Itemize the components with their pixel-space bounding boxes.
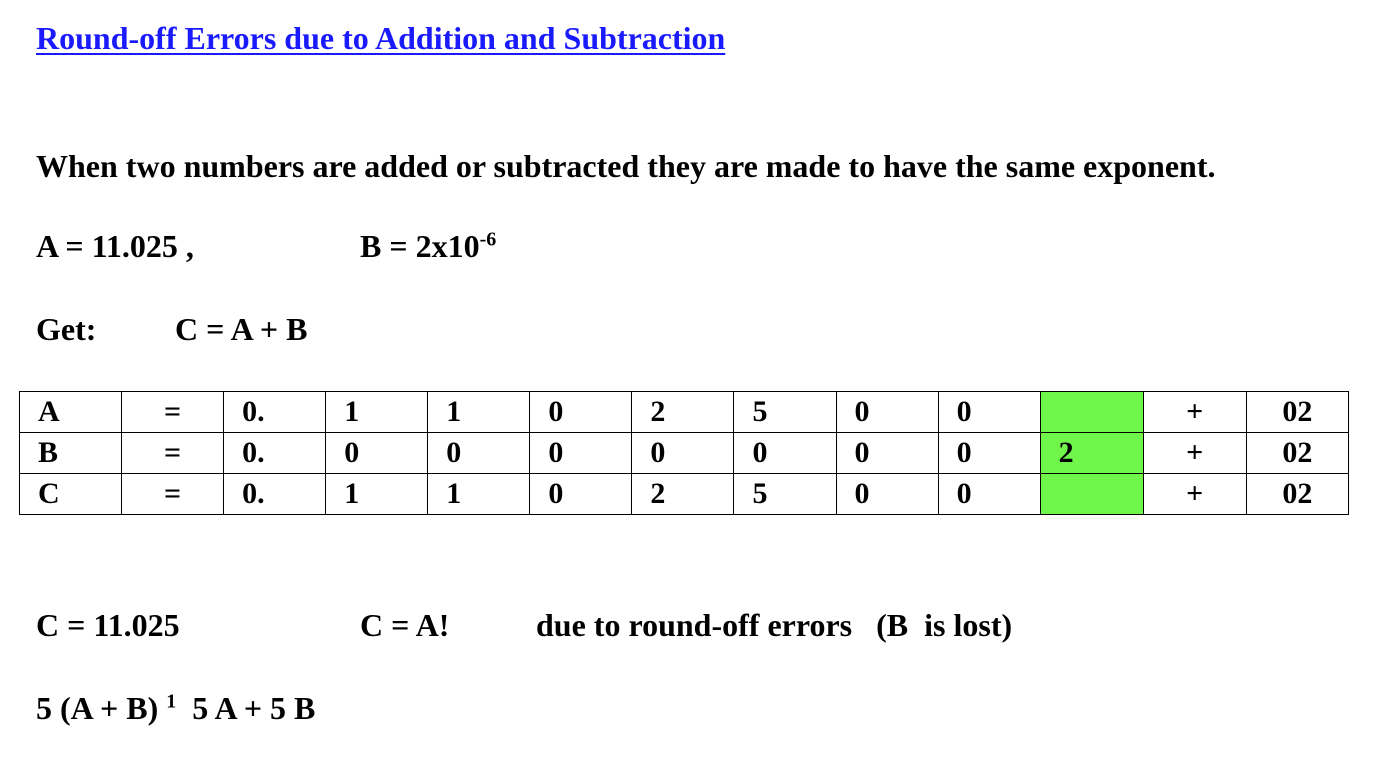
table-row-c <box>20 474 1349 515</box>
intro-paragraph: When two numbers are added or subtracted they are made to have the same exponent. <box>36 148 1216 184</box>
digit-cell: 1 <box>326 392 428 433</box>
b-definition-exponent: -6 <box>479 228 497 251</box>
formula-right: 5 A + 5 B <box>192 690 316 726</box>
a-definition: A = 11.025 , <box>36 228 194 264</box>
digit-cell: 0 <box>530 392 632 433</box>
table-row-b <box>20 433 1349 474</box>
formula-superscript: 1 <box>166 690 177 713</box>
page-title[interactable]: Round-off Errors due to Addition and Subtraction <box>36 20 726 56</box>
digit-cell: 0 <box>938 474 1040 515</box>
overflow-digit-cell <box>1040 392 1143 433</box>
row-label: B <box>20 433 122 474</box>
c-equals-a: C = A! <box>360 607 450 643</box>
digit-cell: 0 <box>530 474 632 515</box>
equals-cell: = <box>122 433 224 474</box>
equals-cell: = <box>122 392 224 433</box>
overflow-digit-cell <box>1040 474 1143 515</box>
round-off-reason: due to round-off errors (B is lost) <box>536 607 1013 643</box>
exponent-sign-cell: + <box>1143 433 1246 474</box>
exponent-sign-cell: + <box>1143 392 1246 433</box>
formula <box>36 690 315 727</box>
row-label: C <box>20 474 122 515</box>
digit-cell: 0 <box>836 433 938 474</box>
digit-cell: 0 <box>836 474 938 515</box>
digit-cell: 2 <box>632 392 734 433</box>
b-definition <box>360 228 496 265</box>
digit-cell: 2 <box>632 474 734 515</box>
exponent-cell: 02 <box>1246 392 1348 433</box>
digit-cell: 1 <box>428 474 530 515</box>
get-label: Get: <box>36 311 97 347</box>
get-expression: C = A + B <box>175 311 308 347</box>
digit-cell: 0 <box>428 433 530 474</box>
digit-cell: 0 <box>734 433 836 474</box>
lead-cell: 0. <box>224 433 326 474</box>
digit-cell: 1 <box>428 392 530 433</box>
digit-cell: 5 <box>734 392 836 433</box>
row-label: A <box>20 392 122 433</box>
digit-cell: 0 <box>632 433 734 474</box>
equals-cell: = <box>122 474 224 515</box>
c-value: C = 11.025 <box>36 607 180 643</box>
digit-cell: 0 <box>836 392 938 433</box>
b-definition-base: B = 2x10 <box>360 228 480 264</box>
digit-cell: 0 <box>530 433 632 474</box>
lead-cell: 0. <box>224 392 326 433</box>
table-row-a <box>20 392 1349 433</box>
digit-cell: 0 <box>326 433 428 474</box>
overflow-digit-cell: 2 <box>1040 433 1143 474</box>
exponent-cell: 02 <box>1246 433 1348 474</box>
digit-cell: 0 <box>938 392 1040 433</box>
formula-left: 5 (A + B) <box>36 690 159 726</box>
digit-cell: 1 <box>326 474 428 515</box>
digit-table <box>19 391 1349 515</box>
exponent-sign-cell: + <box>1143 474 1246 515</box>
lead-cell: 0. <box>224 474 326 515</box>
exponent-cell: 02 <box>1246 474 1348 515</box>
digit-cell: 5 <box>734 474 836 515</box>
digit-cell: 0 <box>938 433 1040 474</box>
